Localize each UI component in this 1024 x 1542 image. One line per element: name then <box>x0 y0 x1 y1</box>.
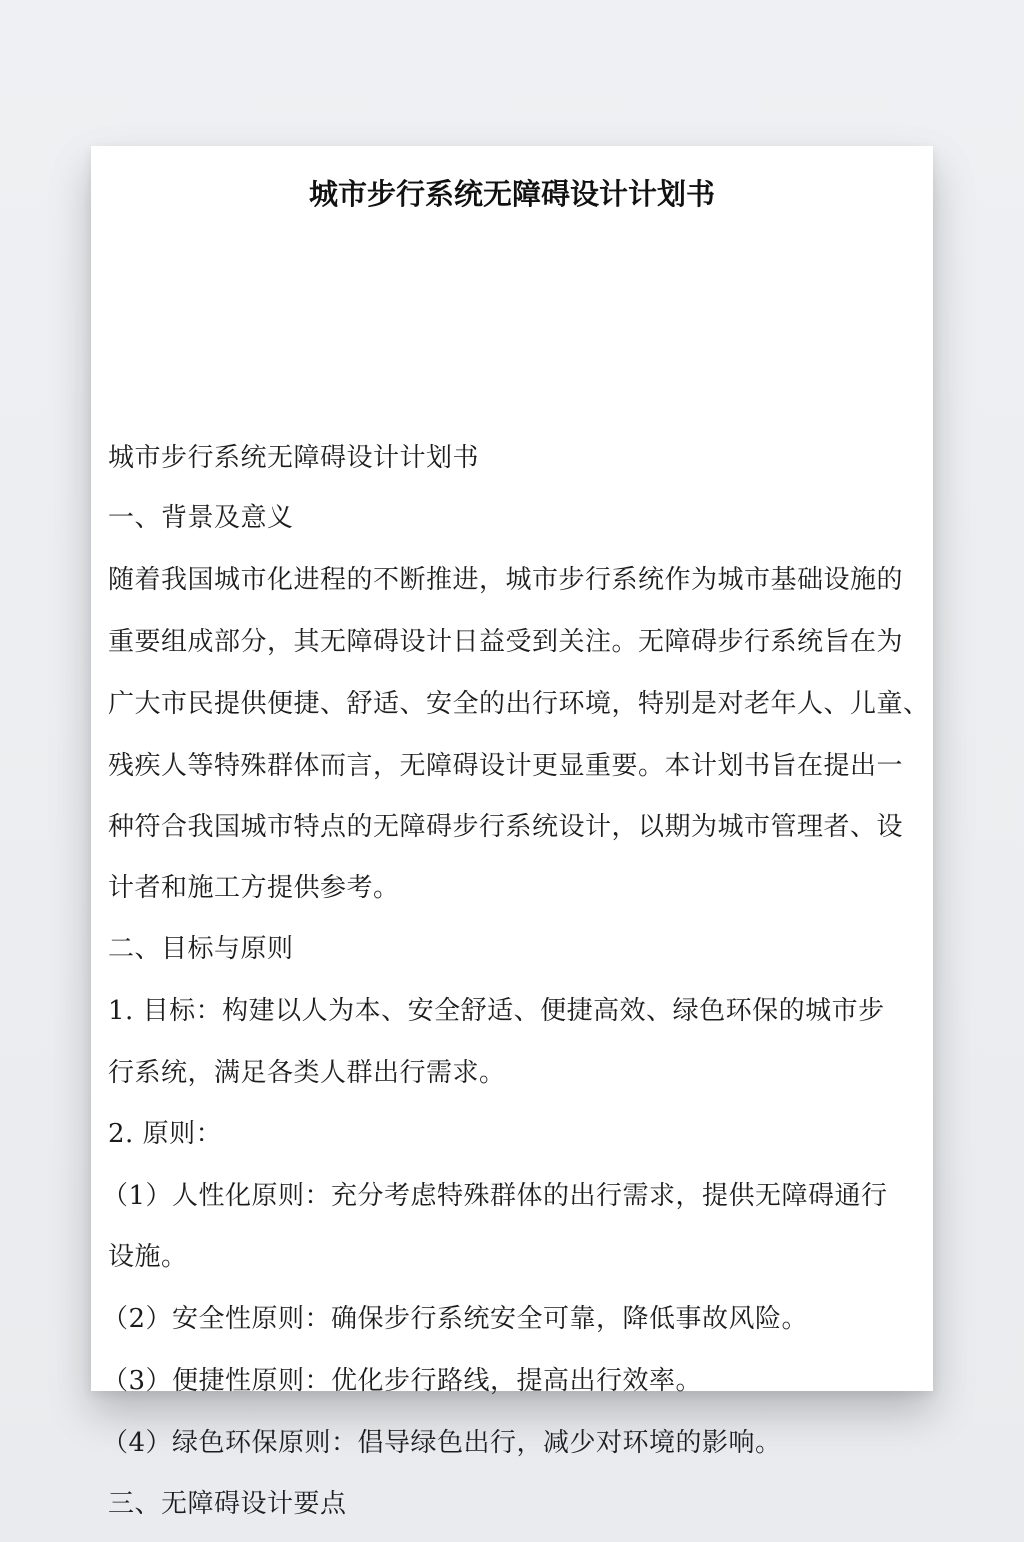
paragraph-line: （4）绿色环保原则：倡导绿色出行，减少对环境的影响。 <box>102 1428 782 1458</box>
paragraph-line: 设施。 <box>108 1242 188 1272</box>
paragraph-line: 1. 目标：构建以人为本、安全舒适、便捷高效、绿色环保的城市步 <box>108 996 885 1026</box>
paragraph-line: 残疾人等特殊群体而言，无障碍设计更显重要。本计划书旨在提出一 <box>108 751 904 781</box>
section-heading-1: 一、背景及意义 <box>108 503 294 533</box>
paragraph-line: （2）安全性原则：确保步行系统安全可靠，降低事故风险。 <box>102 1304 809 1334</box>
paragraph-line: 随着我国城市化进程的不断推进，城市步行系统作为城市基础设施的 <box>108 565 904 595</box>
document-title: 城市步行系统无障碍设计计划书 <box>308 177 715 211</box>
paragraph-line: 行系统，满足各类人群出行需求。 <box>108 1058 506 1088</box>
paragraph-line: （1）人性化原则：充分考虑特殊群体的出行需求，提供无障碍通行 <box>102 1181 888 1211</box>
section-heading-3: 三、无障碍设计要点 <box>108 1489 347 1519</box>
body-line-heading: 城市步行系统无障碍设计计划书 <box>108 443 480 473</box>
document-page <box>91 146 933 1519</box>
section-heading-2: 二、目标与原则 <box>108 934 294 964</box>
paragraph-line: 2. 原则： <box>108 1119 223 1149</box>
paragraph-line: 种符合我国城市特点的无障碍步行系统设计，以期为城市管理者、设 <box>108 812 904 842</box>
paragraph-line: 计者和施工方提供参考。 <box>108 873 400 903</box>
paragraph-line: （3）便捷性原则：优化步行路线，提高出行效率。 <box>102 1366 703 1396</box>
paragraph-line: 重要组成部分，其无障碍设计日益受到关注。无障碍步行系统旨在为 <box>108 627 904 657</box>
paragraph-line: 广大市民提供便捷、舒适、安全的出行环境，特别是对老年人、儿童、 <box>108 689 930 719</box>
